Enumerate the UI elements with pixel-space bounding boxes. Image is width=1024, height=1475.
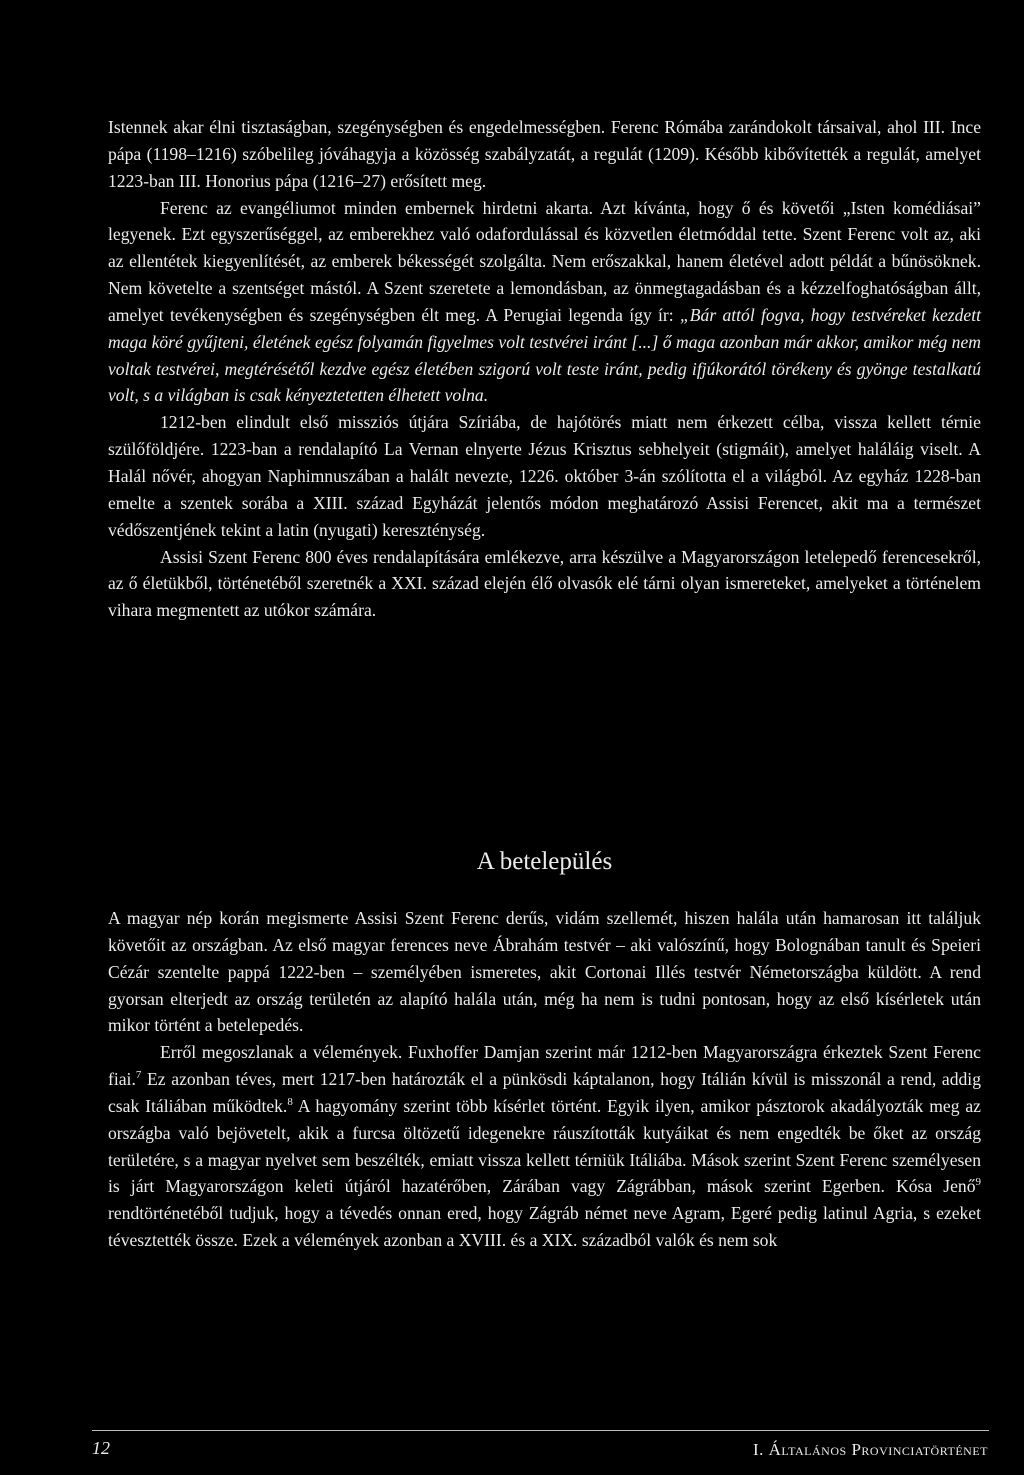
text-run: Istennek akar élni tisztaságban, szegénységben és engedelmességben. Ferenc Rómába zarándokolt társaival, ahol III. Ince pápa (1198–1216) szóbelileg jóváhagyja a közösség szabályzatát, a regulát (1209). Később kibővítették a regulát, amelyet 1223-ban III. Honorius pápa (1216–27) erősített meg. — [108, 117, 981, 191]
paragraph — [108, 544, 981, 625]
text-run: Ferenc az evangéliumot minden embernek hirdetni akarta. Azt kívánta, hogy ő és követői „Isten komédiásai” legyenek. Ezt egyszerűséggel, az emberekhez való odafordulással és közvetlen életmóddal tette. Szent Ferenc volt az, aki az ellentétek kiegyenlítését, az emberek békességét szolgálta. Nem erőszakkal, hanem életével adott példát a bűnösöknek. Nem követelte a szentséget mástól. A Szent szeretete a lemondásban, az önmegtagadásban és a kézzelfoghatóságban állt, amelyet tevékenységben és szegénységben élt meg. A Perugiai legenda így ír: — [108, 197, 981, 325]
footnote-marker: 8 — [287, 1096, 293, 1109]
paragraph — [108, 1039, 981, 1254]
text-run: Ez azonban téves, mert 1217-ben határozták el a pünkösdi káptalanon, hogy Itálián kívül is misszonál a rend, addig csak Itáliában működtek. — [108, 1069, 981, 1116]
running-footer: I. Általános Provinciatörténet — [752, 1440, 988, 1459]
quotation: „Bár attól fogva, hogy testvéreket kezdett maga köré gyűjteni, életének egész folyamán figyelmes volt testvérei iránt [...] ő maga azonban már akkor, amikor még nem voltak testvérei, megtérésétől kezdve egész életében szigorú volt teste iránt, pedig ifjúkorától törékeny és gyönge testalkatú volt, s a világban is csak kényeztetetten élhetett volna. — [108, 304, 981, 406]
page-number: 12 — [92, 1438, 110, 1458]
paragraph — [108, 409, 981, 543]
text-run: rendtörténetéből tudjuk, hogy a tévedés onnan ered, hogy Zágráb német neve Agram, Egeré pedig latinul Agria, s ezeket tévesztették össze. Ezek a vélemények azonban a XVIII. és a XIX. századból valók és nem sok — [108, 1203, 981, 1251]
paragraph — [108, 195, 981, 410]
footnote-marker: 7 — [135, 1069, 142, 1082]
section-heading: A betelepülés — [476, 848, 613, 875]
text-run: A magyar nép korán megismerte Assisi Szent Ferenc derűs, vidám szellemét, hiszen halála után hamarosan itt találjuk követőit az országban. Az első magyar ferences neve Ábrahám testvér – aki valószínű, hogy Bolognában tanult és Speieri Cézár szentelte pappá 1222-ben – személyében ismeretes, akit Cortonai Illés testvér Németországba küldött. A rend gyorsan elterjedt az ország területén az alapító halála után, még ha nem is tudni pontosan, hogy az első kísérletek után mikor történt a betelepedés. — [108, 908, 981, 1036]
footer-rule — [92, 1430, 989, 1431]
text-run: Erről megoszlanak a vélemények. Fuxhoffer Damjan szerint már 1212-ben Magyarországra érkeztek Szent Ferenc fiai. — [108, 1042, 981, 1090]
text-run: A hagyomány szerint több kísérlet történt. Egyik ilyen, amikor pásztorok akadályozták meg az országba való bejövetelt, akik a furcsa öltözetű idegenekre ráuszították kutyáikat és nem engedték be őket az ország területére, s a magyar nyelvet sem beszélték, emiatt vissza kellett térniük Itáliába. Mások szerint Szent Ferenc személyesen is járt Magyarországon keleti útjáról hazatérőben, Zárában vagy Zágrábban, mások szerint Egerben. Kósa Jenő — [108, 1095, 981, 1197]
paragraph — [108, 114, 981, 195]
text-run: Assisi Szent Ferenc 800 éves rendalapítására emlékezve, arra készülve a Magyarországon letelepedő ferencesekről, az ő életükből, történetéből szeretnék a XXI. század elején élő olvasók elé tárni olyan ismereteket, amelyeket a történelem vihara megmentett az utókor számára. — [108, 546, 981, 621]
footnote-marker: 9 — [975, 1176, 981, 1189]
paragraph — [108, 905, 981, 1039]
body-text-upper — [108, 114, 981, 624]
text-run: 1212-ben elindult első missziós útjára Szíriába, de hajótörés miatt nem érkezett célba, vissza kellett térnie szülőföldjére. 1223-ban a rendalapító La Vernan elnyerte Jézus Krisztus sebhelyeit (stigmáit), amelyet haláláig viselt. A Halál nővér, ahogyan Naphimnuszában a halált nevezte, 1226. október 3-án szólította el a világból. Az egyház 1228-ban emelte a szentek sorába a XIII. század Egyházát jelentős módon meghatározó Assisi Ferencet, akit ma a természet védőszentjének tekint a latin (nyugati) kereszténység. — [108, 412, 981, 540]
body-text-lower — [108, 905, 981, 1254]
